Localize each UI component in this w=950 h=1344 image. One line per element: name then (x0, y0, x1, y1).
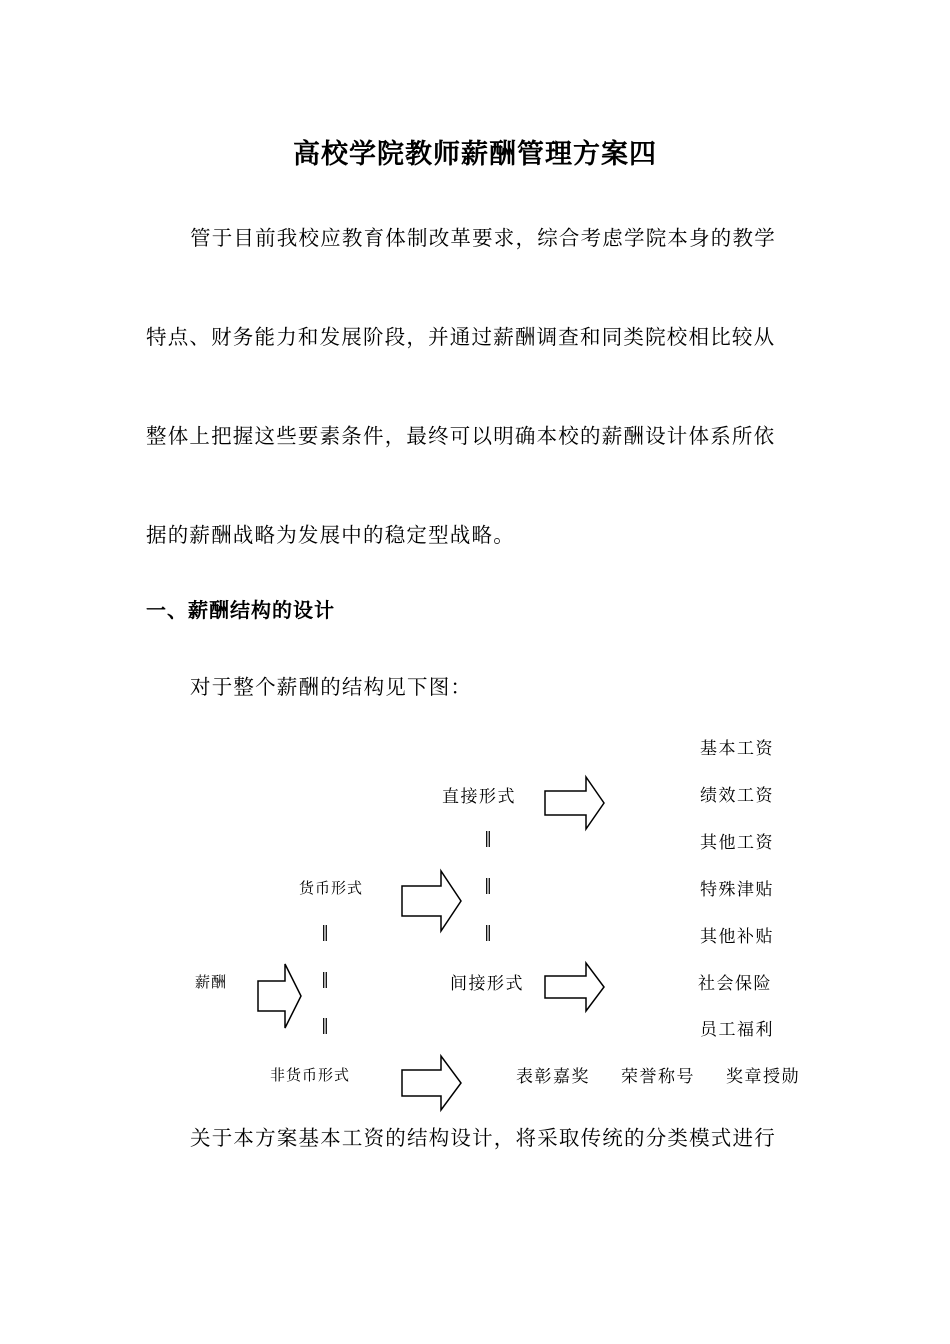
item-commendation: 表彰嘉奖 (516, 1067, 590, 1087)
intro-line-1: 管于目前我校应教育体制改革要求，综合考虑学院本身的教学 (190, 226, 776, 250)
arrow-monetary-icon (401, 870, 463, 932)
separator-bar: ‖ (321, 1015, 329, 1034)
item-basic-salary: 基本工资 (700, 739, 774, 759)
item-other-subsidy: 其他补贴 (700, 927, 774, 947)
arrow-non-monetary-icon (401, 1055, 463, 1111)
item-other-salary: 其他工资 (700, 833, 774, 853)
separator-bar: ‖ (484, 875, 492, 894)
non-monetary-form-label: 非货币形式 (270, 1066, 351, 1084)
item-medal-award: 奖章授勋 (726, 1067, 800, 1087)
intro-line-2: 特点、财务能力和发展阶段，并通过薪酬调查和同类院校相比较从 (146, 325, 776, 349)
arrow-indirect-icon (544, 962, 606, 1012)
item-employee-welfare: 员工福利 (700, 1020, 774, 1040)
separator-bar: ‖ (321, 922, 329, 941)
arrow-direct-icon (544, 776, 606, 830)
separator-bar: ‖ (321, 969, 329, 988)
section-heading: 一、薪酬结构的设计 (146, 598, 335, 622)
monetary-form-label: 货币形式 (299, 879, 364, 897)
document-title: 高校学院教师薪酬管理方案四 (293, 139, 657, 170)
separator-bar: ‖ (484, 922, 492, 941)
item-honorary-title: 荣誉称号 (621, 1067, 695, 1087)
arrow-root-icon (257, 963, 303, 1029)
intro-line-3: 整体上把握这些要素条件，最终可以明确本校的薪酬设计体系所依 (146, 424, 776, 448)
closing-line: 关于本方案基本工资的结构设计，将采取传统的分类模式进行 (190, 1126, 776, 1150)
item-performance-salary: 绩效工资 (700, 786, 774, 806)
section-lead: 对于整个薪酬的结构见下图： (190, 675, 473, 699)
separator-bar: ‖ (484, 828, 492, 847)
item-social-insurance: 社会保险 (698, 974, 772, 994)
indirect-form-label: 间接形式 (450, 974, 524, 994)
direct-form-label: 直接形式 (442, 787, 516, 807)
intro-line-4: 据的薪酬战略为发展中的稳定型战略。 (146, 523, 515, 547)
item-special-allowance: 特殊津贴 (700, 880, 774, 900)
root-salary-label: 薪酬 (195, 973, 228, 991)
